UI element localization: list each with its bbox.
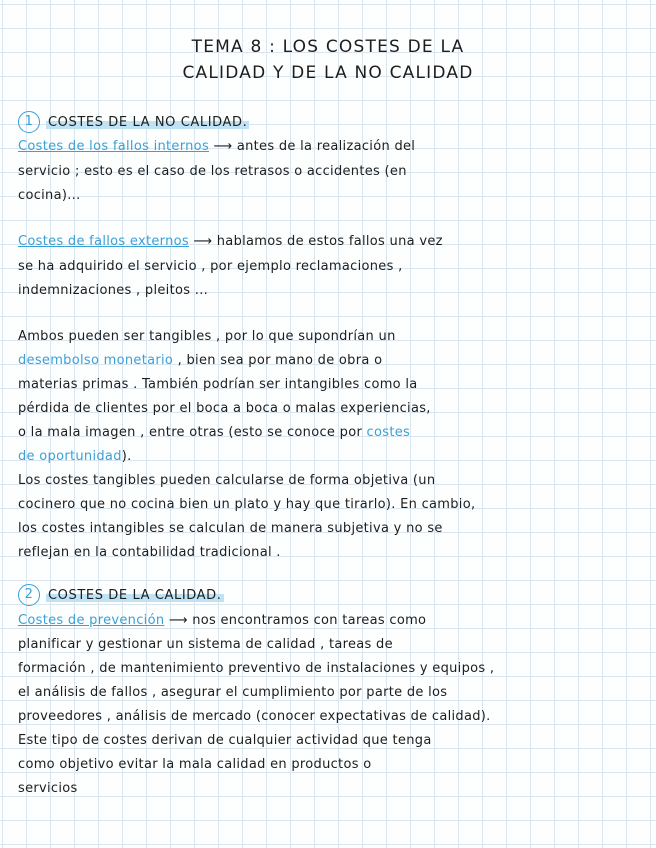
opportunity-costs-term-b: de oportunidad: [18, 449, 122, 464]
prevention-line-5: proveedores , análisis de mercado (conocer expectativas de calidad).: [18, 709, 491, 724]
paragraph-2-line-1: Los costes tangibles pueden calcularse de forma objetiva (un: [18, 473, 436, 488]
external-costs-line-3: indemnizaciones , pleitos ...: [18, 283, 209, 298]
prevention-line-7: como objetivo evitar la mala calidad en productos o: [18, 757, 372, 772]
section-1-heading-row: [18, 111, 249, 133]
monetary-outlay-term: desembolso monetario: [18, 353, 174, 368]
arrow-icon: ⟶: [193, 234, 213, 249]
paragraph-2-line-3: los costes intangibles se calculan de manera subjetiva y no se: [18, 521, 443, 536]
text-segment: o la mala imagen , entre otras (esto se conoce por: [18, 425, 367, 440]
internal-costs-line-1: [18, 137, 415, 157]
prevention-line-1: [18, 611, 426, 631]
page-title-line-2: CALIDAD Y DE LA NO CALIDAD: [182, 63, 474, 83]
internal-costs-line-3: cocina)...: [18, 188, 81, 203]
prevention-line-3: formación , de mantenimiento preventivo de instalaciones y equipos ,: [18, 661, 495, 676]
arrow-icon: ⟶: [168, 613, 188, 628]
arrow-icon: ⟶: [213, 139, 233, 154]
text-segment: , bien sea por mano de obra o: [173, 353, 383, 368]
section-1-number: 1: [18, 111, 40, 133]
text-segment: antes de la realización del: [232, 139, 416, 154]
prevention-costs-term: Costes de prevención: [18, 613, 165, 628]
prevention-line-2: planificar y gestionar un sistema de calidad , tareas de: [18, 637, 393, 652]
section-2-heading-row: [18, 584, 224, 606]
prevention-line-8: servicios: [18, 781, 78, 796]
section-1-heading: COSTES DE LA NO CALIDAD.: [48, 114, 248, 130]
opportunity-costs-term-a: costes: [366, 425, 411, 440]
paragraph-2-line-4: reflejan en la contabilidad tradicional .: [18, 545, 281, 560]
internal-costs-term: Costes de los fallos internos: [18, 139, 210, 154]
text-segment: hablamos de estos fallos una vez: [212, 234, 443, 249]
external-costs-term: Costes de fallos externos: [18, 234, 189, 249]
prevention-line-6: Este tipo de costes derivan de cualquier actividad que tenga: [18, 733, 432, 748]
paragraph-2-line-2: cocinero que no cocina bien un plato y hay que tirarlo). En cambio,: [18, 497, 476, 512]
prevention-line-4: el análisis de fallos , asegurar el cumplimiento por parte de los: [18, 685, 448, 700]
section-2-number: 2: [18, 584, 40, 606]
external-costs-line-1: [18, 232, 443, 252]
section-2-heading: COSTES DE LA CALIDAD.: [48, 587, 222, 603]
internal-costs-line-2: servicio ; esto es el caso de los retrasos o accidentes (en: [18, 164, 407, 179]
text-segment: nos encontramos con tareas como: [187, 613, 427, 628]
paragraph-1-line-2: [18, 351, 382, 371]
page-title-line-1: TEMA 8 : LOS COSTES DE LA: [191, 37, 465, 57]
paragraph-1-line-6: [18, 447, 132, 467]
paragraph-1-line-5: [18, 423, 410, 443]
external-costs-line-2: se ha adquirido el servicio , por ejemplo reclamaciones ,: [18, 259, 403, 274]
paragraph-1-line-4: pérdida de clientes por el boca a boca o malas experiencias,: [18, 401, 431, 416]
paragraph-1-line-1: Ambos pueden ser tangibles , por lo que supondrían un: [18, 329, 396, 344]
text-segment: ).: [121, 449, 132, 464]
paragraph-1-line-3: materias primas . También podrían ser intangibles como la: [18, 377, 418, 392]
